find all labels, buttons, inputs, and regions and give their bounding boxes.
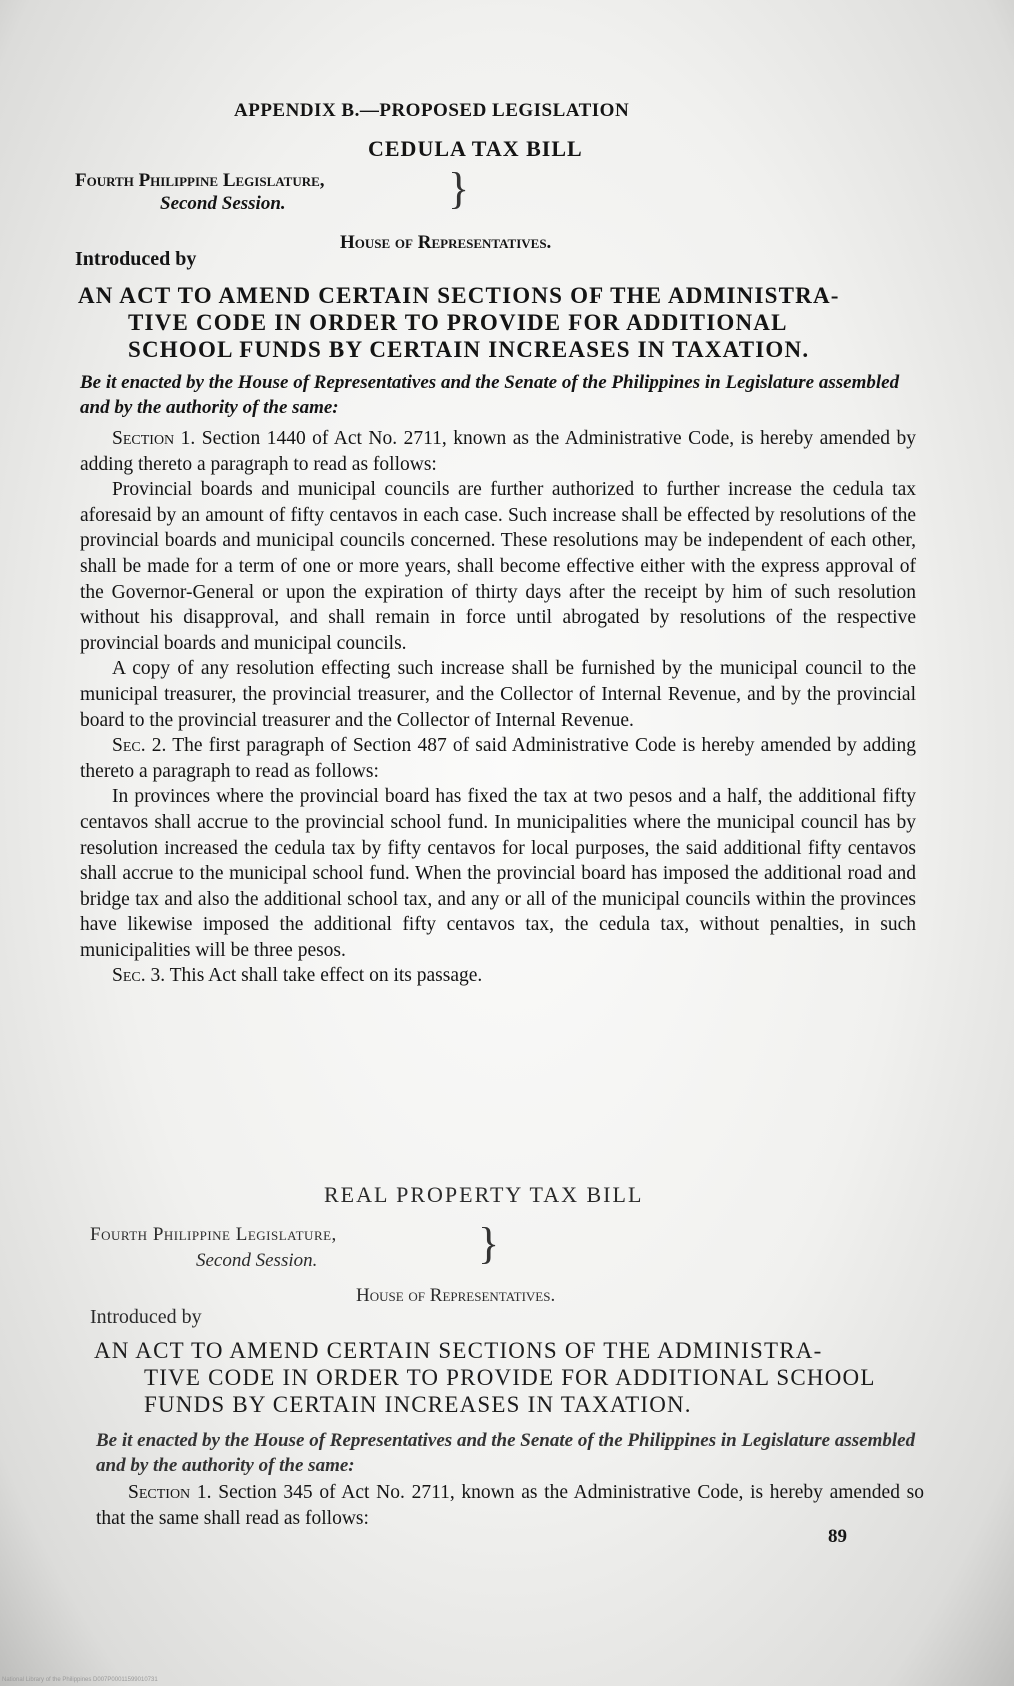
bill1-paragraph-2: A copy of any resolution effecting such increase shall be furnished by the municipal council to the municipal treasurer, the provincial treasurer, and the Collector of Internal Revenue, and by the provincial board to the provincial treasurer and the Collector of Internal Revenue.	[80, 658, 916, 731]
bill1-paragraph-3: In provinces where the provincial board has fixed the tax at two pesos and a half, the additional fifty centavos shall accrue to the provincial school fund. In municipalities where the municipal council has by resolution increased the cedula tax by fifty centavos for local purposes, the said additional fifty centavos shall accrue to the municipal school fund. When the provincial board has imposed the additional road and bridge tax and also the additional school tax, and any or all of the municipal councils within the provinces have likewise imposed the additional fifty centavos tax, the cedula tax, without penalties, in such municipalities will be three pesos.	[80, 786, 916, 961]
bill1-section-3	[80, 963, 916, 989]
bill2-section-1-text: Section 345 of Act No. 2711, known as the Administrative Code, is hereby amended so that the same shall read as follows:	[96, 1482, 925, 1529]
bill1-paragraph-1: Provincial boards and municipal councils are further authorized to further increase the cedula tax aforesaid by an amount of fifty centavos in each case. Such increase shall be effected by resolutions of the provincial boards and municipal councils concerned. These resolutions may be independent of each other, shall be made for a term of one or more years, shall become effective either with the express approval of the Governor-General or upon the expiration of thirty days after the receipt by him of such resolution without his disapproval, and shall remain in force until abrogated by resolutions of the respective provincial boards and municipal councils.	[80, 479, 916, 654]
bill2-enacting-clause: Be it enacted by the House of Representatives and the Senate of the Philippines in Legislature assembled and by the authority of the same:	[96, 1430, 916, 1476]
archive-footer: National Library of the Philippines D007P00011599010731	[2, 1677, 158, 1683]
bill1-section-2-label: Sec. 2.	[112, 735, 167, 757]
bill1-house: House of Representatives.	[340, 232, 552, 253]
bill1-act-title-line3: SCHOOL FUNDS BY CERTAIN INCREASES IN TAXATION.	[128, 337, 810, 362]
bill2-session: Second Session.	[196, 1250, 318, 1271]
bill2-house: House of Representatives.	[356, 1285, 556, 1306]
bill1-section-1	[80, 426, 916, 477]
bill1-section-2	[80, 733, 916, 784]
bill1-introduced-by: Introduced by	[75, 248, 197, 270]
bill2-act-title	[94, 1337, 924, 1418]
bill1-section-1-text: Section 1440 of Act No. 2711, known as the Administrative Code, is hereby amended by adding thereto a paragraph to read as follows:	[80, 428, 916, 475]
bill1-title: CEDULA TAX BILL	[368, 136, 583, 161]
bill1-session: Second Session.	[160, 193, 286, 214]
bill1-section-1-label: Section 1.	[112, 428, 196, 449]
bill1-section-3-text: This Act shall take effect on its passage.	[165, 965, 483, 987]
bill1-enacting-clause: Be it enacted by the House of Representatives and the Senate of the Philippines in Legislature assembled and by the authority of the same:	[80, 372, 900, 418]
bill2-title: REAL PROPERTY TAX BILL	[324, 1182, 644, 1207]
bill1-legislature: Fourth Philippine Legislature,	[75, 170, 325, 191]
bill2-body	[96, 1480, 924, 1532]
bill2-act-title-line2: TIVE CODE IN ORDER TO PROVIDE FOR ADDITIONAL SCHOOL	[144, 1365, 876, 1390]
bill2-act-title-line3: FUNDS BY CERTAIN INCREASES IN TAXATION.	[144, 1392, 692, 1417]
bill1-body	[80, 426, 916, 989]
bill2-brace: }	[478, 1219, 500, 1268]
appendix-heading: APPENDIX B.—PROPOSED LEGISLATION	[234, 100, 630, 121]
bill2-introduced-by: Introduced by	[90, 1306, 202, 1328]
bill2-section-1-label: Section 1.	[128, 1482, 212, 1503]
bill2-act-title-line1: AN ACT TO AMEND CERTAIN SECTIONS OF THE ADMINISTRA-	[94, 1338, 823, 1363]
bill2-section-1	[96, 1480, 924, 1532]
bill2-legislature: Fourth Philippine Legislature,	[90, 1224, 337, 1245]
bill1-act-title	[78, 282, 912, 363]
bill1-section-3-label: Sec. 3.	[112, 965, 166, 987]
bill1-act-title-line1: AN ACT TO AMEND CERTAIN SECTIONS OF THE ADMINISTRA-	[78, 283, 840, 308]
bill1-act-title-line2: TIVE CODE IN ORDER TO PROVIDE FOR ADDITIONAL	[128, 310, 788, 335]
bill1-section-2-text: The first paragraph of Section 487 of said Administrative Code is hereby amended by adding thereto a paragraph to read as follows:	[80, 735, 916, 782]
bill1-brace: }	[448, 164, 470, 213]
page-number: 89	[828, 1526, 847, 1547]
